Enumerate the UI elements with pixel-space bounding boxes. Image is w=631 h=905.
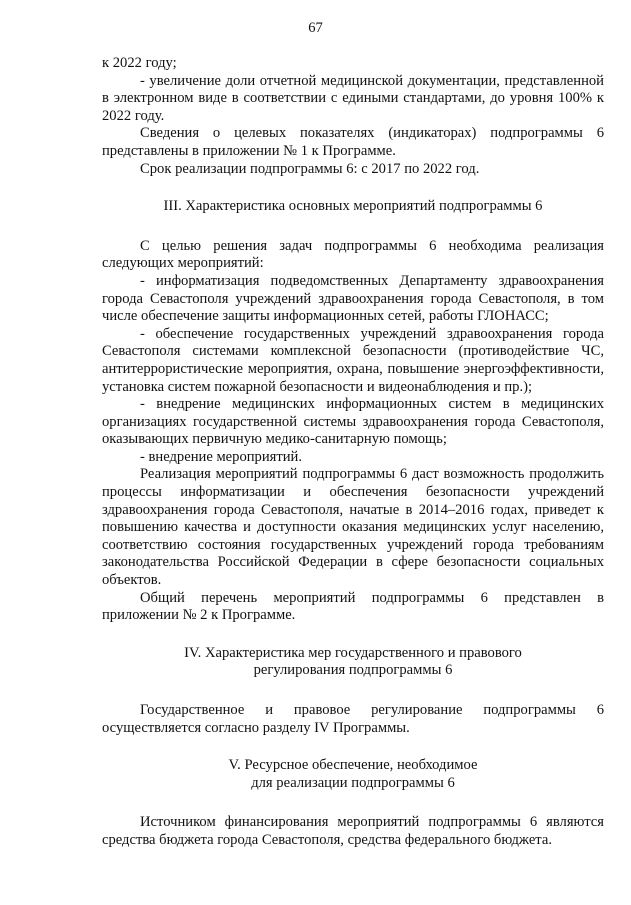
paragraph-implementation-period: Срок реализации подпрограммы 6: с 2017 по 2022 год.	[140, 160, 480, 177]
section-4-heading-line-2: регулирования подпрограммы 6	[253, 662, 453, 679]
text-line-continuation: к 2022 году;	[102, 55, 177, 71]
section-5-heading-line-2: для реализации подпрограммы 6	[251, 774, 455, 791]
section-3-paragraph-results: Реализация мероприятий подпрограммы 6 даст возможность продолжить процессы информатизации и обеспечения безопасности учреждений здравоохранения города Севастополя, начатые в 2014–2016 годах, приведет к повышению качества и доступности оказания медицинских услуг населению, соответствию состояния государственных учреждений города требованиям законодательства Российской Федерации в сфере безопасности социальных объектов.	[102, 466, 604, 589]
paragraph-indicators: Сведения о целевых показателях (индикаторах) подпрограммы 6 представлены в приложении № 1 к Программе.	[102, 125, 604, 159]
section-5-paragraph: Источником финансирования мероприятий подпрограммы 6 являются средства бюджета города Севастополя, средства федерального бюджета.	[102, 814, 604, 848]
section-4-paragraph: Государственное и правовое регулирование подпрограммы 6 осуществляется согласно разделу IV Программы.	[102, 702, 604, 736]
section-4-heading-line-1: IV. Характеристика мер государственного и правового	[184, 644, 522, 661]
list-item: - обеспечение государственных учреждений здравоохранения города Севастополя системами комплексной безопасности (противодействие ЧС, антитеррористические мероприятия, охрана, повышение энергоэффективности, установка систем пожарной безопасности и видеонаблюдения и пр.);	[102, 325, 604, 395]
section-3-paragraph-list: Общий перечень мероприятий подпрограммы 6 представлен в приложении № 2 к Программе.	[102, 589, 604, 624]
list-item: - внедрение мероприятий.	[140, 448, 303, 465]
page-content	[102, 55, 604, 850]
list-item: - информатизация подведомственных Департаменту здравоохранения города Севастополя учреждений здравоохранения города Севастополя, в том числе обеспечение защиты информационных сетей, работы ГЛОНАСС;	[102, 272, 604, 325]
list-item-documentation: - увеличение доли отчетной медицинской документации, представленной в электронном виде в соответствии с едиными стандартами, до уровня 100% к 2022 году.	[102, 72, 604, 124]
page-number: 67	[308, 20, 323, 36]
section-3-heading: III. Характеристика основных мероприятий подпрограммы 6	[163, 198, 543, 215]
section-5-heading-line-1: V. Ресурсное обеспечение, необходимое	[228, 757, 478, 774]
section-3-intro: С целью решения задач подпрограммы 6 необходима реализация следующих мероприятий:	[102, 237, 604, 272]
list-item: - внедрение медицинских информационных систем в медицинских организациях государственной системы здравоохранения города Севастополя, оказывающих первичную медико-санитарную помощь;	[102, 396, 604, 448]
